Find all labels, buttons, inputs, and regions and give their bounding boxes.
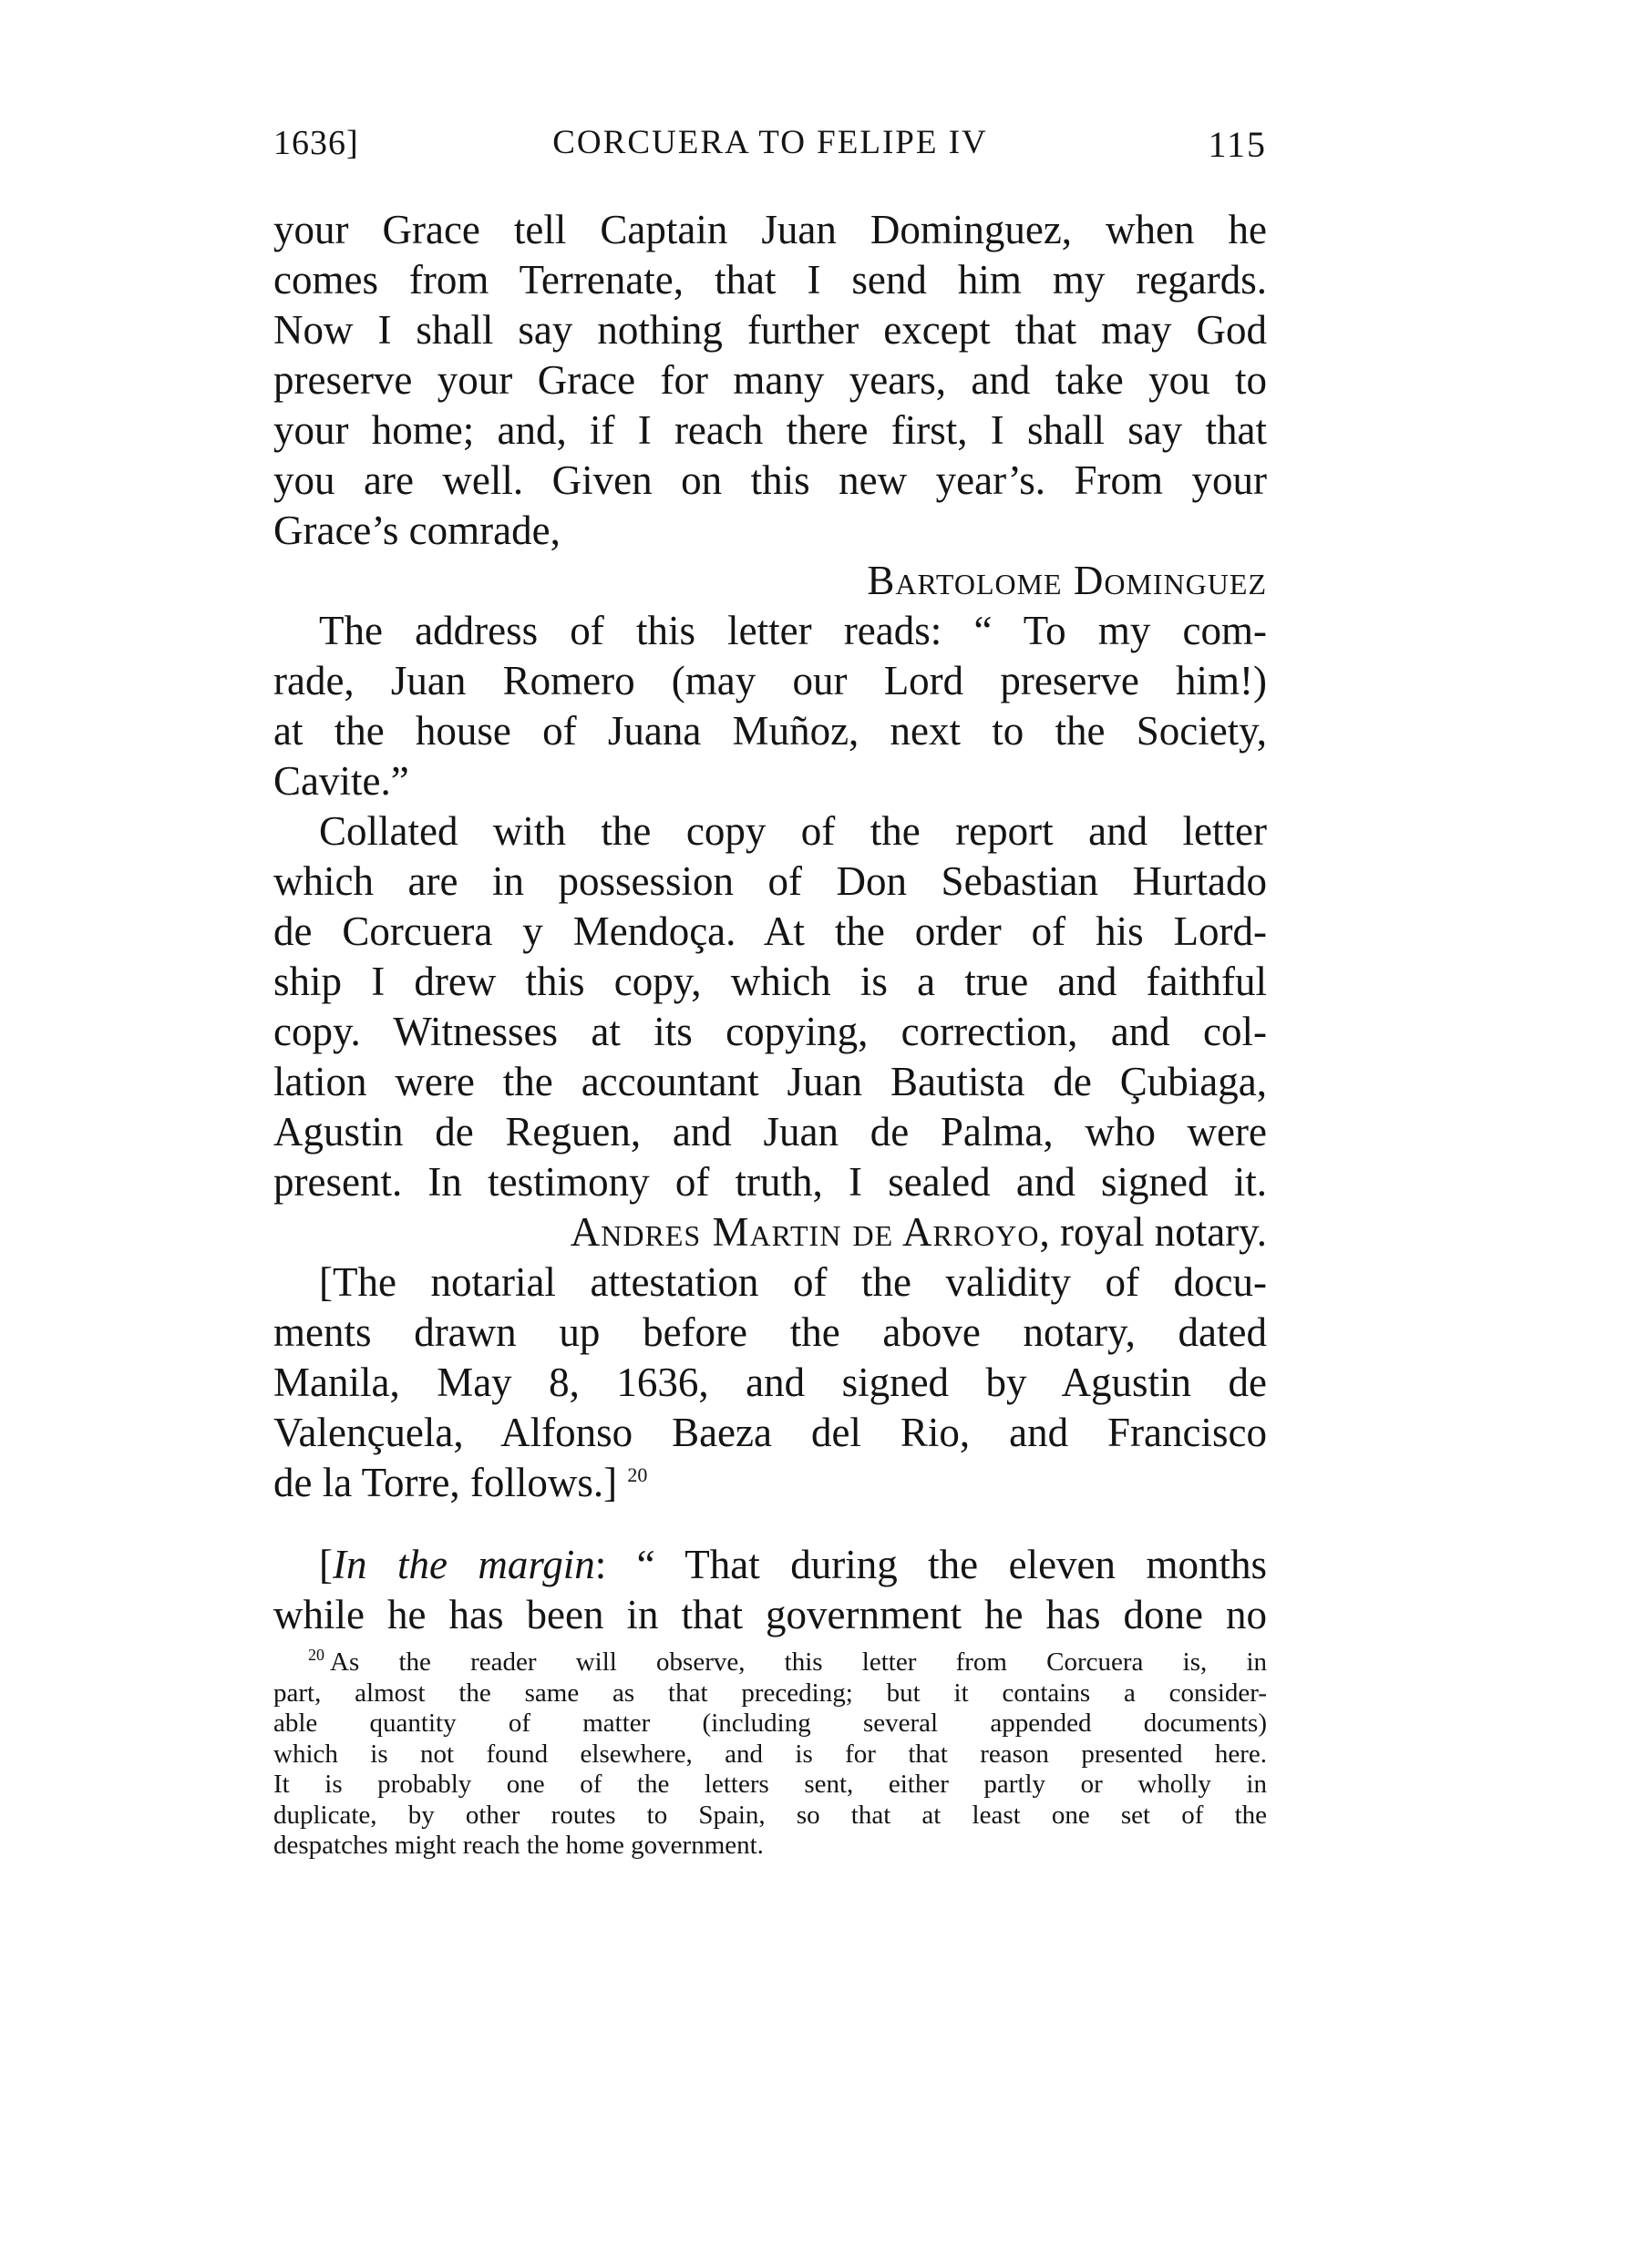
text-line: de Corcuera y Mendoça. At the order of his Lord- — [273, 908, 1267, 954]
text-line: The address of this letter reads: “ To my com- — [319, 608, 1267, 653]
letter-closing-paragraph — [273, 205, 1267, 556]
footnote-line: despatches might reach the home government. — [273, 1831, 764, 1860]
text-line: [The notarial attestation of the validity of docu- — [319, 1259, 1267, 1305]
text-line: Now I shall say nothing further except that may God — [273, 307, 1267, 353]
body-text — [273, 205, 1267, 1862]
text-line: ments drawn up before the above notary, dated — [273, 1309, 1267, 1355]
text-line: rade, Juan Romero (may our Lord preserve him!) — [273, 658, 1267, 703]
text-line: you are well. Given on this new year’s. From your — [273, 457, 1267, 503]
header-year: 1636] — [273, 124, 359, 162]
footnote-text: As the reader will observe, this letter from Corcuera is, in — [330, 1647, 1267, 1677]
footnote-ref: 20 — [627, 1463, 648, 1486]
text-line: present. In testimony of truth, I sealed and signed it. — [273, 1159, 1267, 1205]
text-line: Agustin de Reguen, and Juan de Palma, who were — [273, 1109, 1267, 1155]
text-line: Grace’s comrade, — [273, 508, 561, 553]
collation-paragraph — [273, 806, 1267, 1207]
footnote-line: part, almost the same as that preceding; but it contains a consider- — [273, 1678, 1267, 1708]
margin-paragraph — [273, 1540, 1267, 1640]
text-line: while he has been in that government he has done no — [273, 1592, 1267, 1637]
running-header — [273, 123, 1267, 178]
text-line: Manila, May 8, 1636, and signed by Agustin de — [273, 1360, 1267, 1405]
text-line: ship I drew this copy, which is a true and faithful — [273, 959, 1267, 1004]
notary-title: , royal notary. — [1039, 1209, 1267, 1255]
address-paragraph — [273, 606, 1267, 806]
text-line-content: : “ That during the eleven months — [594, 1542, 1267, 1587]
text-line-content: de la Torre, follows.] — [273, 1460, 618, 1505]
header-title: CORCUERA TO FELIPE IV — [552, 124, 988, 161]
paragraph-gap — [273, 1508, 1267, 1540]
text-line: your Grace tell Captain Juan Dominguez, when he — [273, 207, 1267, 252]
notarial-paragraph — [273, 1257, 1267, 1508]
footnote-line — [273, 1647, 1267, 1678]
footnote-line: It is probably one of the letters sent, either partly or wholly in — [273, 1770, 1267, 1799]
text-line: at the house of Juana Muñoz, next to the Society, — [273, 708, 1267, 754]
signature-notary — [273, 1207, 1267, 1257]
text-line: Collated with the copy of the report and letter — [319, 808, 1267, 854]
text-line: preserve your Grace for many years, and take you to — [273, 357, 1267, 403]
signature-bartolome: Bartolome Dominguez — [867, 558, 1267, 603]
page-number: 115 — [1208, 124, 1267, 165]
bracket: [ — [319, 1542, 333, 1587]
text-line — [273, 1540, 1267, 1590]
text-line: lation were the accountant Juan Bautista de Çubiaga, — [273, 1059, 1267, 1104]
footnote-line: duplicate, by other routes to Spain, so that at least one set of the — [273, 1800, 1267, 1830]
text-line — [273, 1458, 1267, 1508]
text-line: which are in possession of Don Sebastian Hurtado — [273, 858, 1267, 904]
footnote-line: which is not found elsewhere, and is for that reason presented here. — [273, 1739, 1267, 1769]
text-line: Valençuela, Alfonso Baeza del Rio, and Francisco — [273, 1410, 1267, 1455]
footnote-line: able quantity of matter (including several appended documents) — [273, 1709, 1267, 1738]
footnote-number: 20 — [308, 1647, 324, 1665]
margin-label: In the margin — [333, 1542, 595, 1587]
text-line: copy. Witnesses at its copying, correction, and col- — [273, 1009, 1267, 1054]
text-line: comes from Terrenate, that I send him my regards. — [273, 257, 1267, 303]
footnote — [273, 1647, 1267, 1862]
notary-name: Andres Martin de Arroyo — [570, 1209, 1040, 1255]
text-line: your home; and, if I reach there first, I shall say that — [273, 407, 1267, 453]
text-line: Cavite.” — [273, 758, 409, 804]
